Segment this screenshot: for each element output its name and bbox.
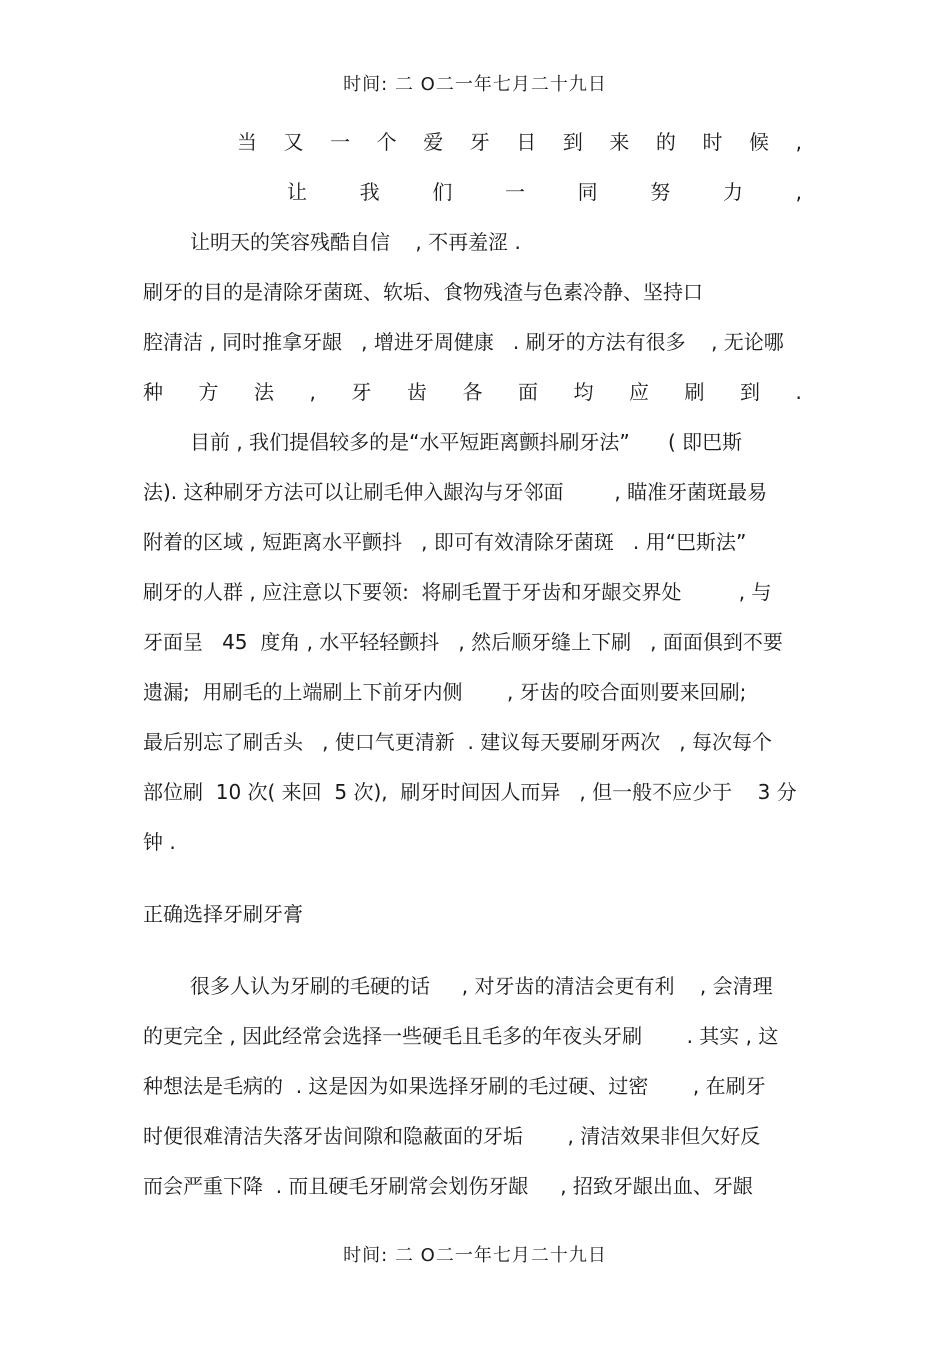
intro-line-1-char: 又	[283, 130, 304, 154]
intro-line-1-char: 一	[330, 130, 351, 154]
para1-line-3-char: 牙	[351, 380, 372, 404]
para1-line-2: 腔清洁 , 同时推拿牙龈 , 增进牙周健康 . 刷牙的方法有很多 , 无论哪	[143, 330, 784, 354]
intro-line-2-char: 我	[359, 180, 380, 204]
intro-line-1-char: ,	[795, 130, 802, 154]
para1-line-3-char: 法	[254, 380, 275, 404]
intro-line-1-char: 牙	[469, 130, 490, 154]
para2-line-1: 目前 , 我们提倡较多的是“水平短距离颤抖刷牙法” ( 即巴斯	[190, 430, 743, 454]
para1-line-3-char: 面	[517, 380, 538, 404]
para1-line-3-char: 到	[740, 380, 761, 404]
para2-line-5: 牙面呈 45 度角 , 水平轻轻颤抖 , 然后顺牙缝上下刷 , 面面俱到不要	[143, 630, 783, 654]
para1-line-3	[143, 378, 802, 406]
intro-line-2-char: 努	[650, 180, 671, 204]
intro-line-3: 让明天的笑容残酷自信 , 不再羞涩 .	[190, 230, 521, 254]
para2-line-2: 法). 这种刷牙方法可以让刷毛伸入龈沟与牙邻面 , 瞄准牙菌斑最易	[143, 480, 768, 504]
intro-line-1	[237, 128, 802, 156]
para1-line-3-char: .	[795, 380, 802, 404]
para1-line-3-char: 均	[573, 380, 594, 404]
intro-line-2-char: 同	[577, 180, 598, 204]
para3-line-3: 种想法是毛病的 . 这是因为如果选择牙刷的毛过硬、过密 , 在刷牙	[143, 1074, 766, 1098]
para2-line-9: 钟 .	[143, 830, 176, 854]
para2-line-6: 遗漏; 用刷毛的上端刷上下前牙内侧 , 牙齿的咬合面则要来回刷;	[143, 680, 747, 704]
para1-line-3-char: 齿	[406, 380, 427, 404]
para3-line-2: 的更完全 , 因此经常会选择一些硬毛且毛多的年夜头牙刷 . 其实 , 这	[143, 1024, 779, 1048]
intro-line-1-char: 的	[655, 130, 676, 154]
para1-line-3-char: 方	[198, 380, 219, 404]
para3-line-4: 时便很难清洁失落牙齿间隙和隐蔽面的牙垢 , 清洁效果非但欠好反	[143, 1124, 761, 1148]
intro-line-2-char: 让	[287, 180, 307, 204]
intro-line-1-char: 来	[609, 130, 630, 154]
para2-line-4: 刷牙的人群 , 应注意以下要领: 将刷毛置于牙齿和牙龈交界处 , 与	[143, 580, 772, 604]
page-header-date: 时间: 二 O二一年七月二十九日	[343, 74, 607, 95]
intro-line-1-char: 爱	[423, 130, 444, 154]
para2-line-3: 附着的区域 , 短距离水平颤抖 , 即可有效清除牙菌斑 . 用“巴斯法”	[143, 530, 747, 554]
para2-line-7: 最后别忘了刷舌头 , 使口气更清新 . 建议每天要刷牙两次 , 每次每个	[143, 730, 773, 754]
page-footer-date: 时间: 二 O二一年七月二十九日	[343, 1245, 607, 1266]
para1-line-3-char: ,	[309, 380, 316, 404]
intro-line-2-char: 一	[504, 180, 525, 204]
para1-line-1: 刷牙的目的是清除牙菌斑、软垢、食物残渣与色素冷静、坚持口	[143, 280, 703, 304]
intro-line-1-char: 到	[562, 130, 583, 154]
intro-line-2-char: 们	[432, 180, 453, 204]
intro-line-1-char: 个	[376, 130, 397, 154]
intro-line-1-char: 候	[749, 130, 770, 154]
para1-line-3-char: 应	[629, 380, 649, 404]
intro-line-2	[287, 178, 802, 206]
para1-line-3-char: 各	[462, 380, 483, 404]
para2-line-8: 部位刷 10 次( 来回 5 次), 刷牙时间因人而异 , 但一般不应少于 3 分	[143, 780, 797, 804]
intro-line-2-char: ,	[795, 180, 802, 204]
para1-line-3-char: 刷	[684, 380, 705, 404]
intro-line-1-char: 时	[702, 130, 723, 154]
para3-line-1: 很多人认为牙刷的毛硬的话 , 对牙齿的清洁会更有利 , 会清理	[190, 974, 773, 998]
para3-line-5: 而会严重下降 . 而且硬毛牙刷常会划伤牙龈 , 招致牙龈出血、牙龈	[143, 1174, 753, 1198]
intro-line-2-char: 力	[722, 180, 743, 204]
para1-line-3-char: 种	[143, 380, 163, 404]
intro-line-1-char: 日	[516, 130, 537, 154]
section-title: 正确选择牙刷牙膏	[143, 902, 303, 926]
intro-line-1-char: 当	[237, 130, 257, 154]
